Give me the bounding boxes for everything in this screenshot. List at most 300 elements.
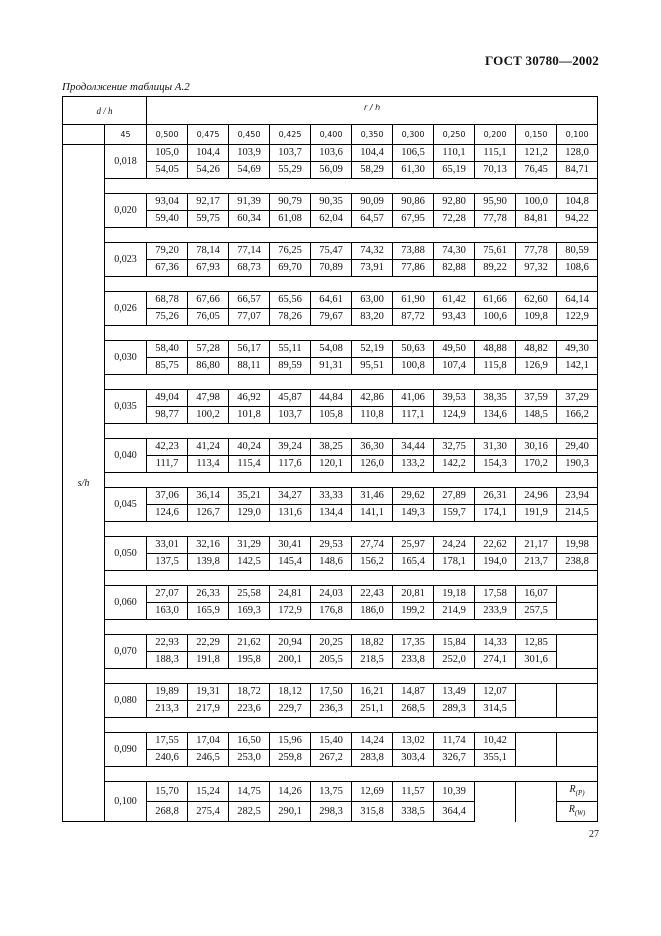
sh-value: 0,060 bbox=[105, 586, 147, 620]
value-cell: 32,16 bbox=[188, 537, 229, 554]
value-cell: 73,88 bbox=[393, 243, 434, 260]
value-cell: 268,5 bbox=[393, 701, 434, 718]
value-cell: 13,49 bbox=[434, 684, 475, 701]
value-cell: 134,4 bbox=[311, 505, 352, 522]
value-cell: 97,32 bbox=[516, 260, 557, 277]
value-cell: 88,11 bbox=[229, 358, 270, 375]
rh-value-header: 0,300 bbox=[393, 125, 434, 145]
value-cell: 67,66 bbox=[188, 292, 229, 309]
value-cell: 303,4 bbox=[393, 750, 434, 767]
value-cell: 95,90 bbox=[475, 194, 516, 211]
value-cell: 42,86 bbox=[352, 390, 393, 407]
value-cell: 93,43 bbox=[434, 309, 475, 326]
value-cell: 141,1 bbox=[352, 505, 393, 522]
value-cell: 233,9 bbox=[475, 603, 516, 620]
value-cell: 253,0 bbox=[229, 750, 270, 767]
value-cell: 13,02 bbox=[393, 733, 434, 750]
value-cell: 145,4 bbox=[270, 554, 311, 571]
legend-rw bbox=[557, 802, 598, 822]
group-spacer bbox=[105, 571, 598, 586]
value-cell: 169,3 bbox=[229, 603, 270, 620]
value-cell: 103,9 bbox=[229, 145, 270, 162]
value-cell: 90,09 bbox=[352, 194, 393, 211]
group-spacer bbox=[105, 179, 598, 194]
value-cell: 131,6 bbox=[270, 505, 311, 522]
value-cell: 30,41 bbox=[270, 537, 311, 554]
value-cell: 172,9 bbox=[270, 603, 311, 620]
value-cell: 111,7 bbox=[147, 456, 188, 473]
value-cell: 45,87 bbox=[270, 390, 311, 407]
rh-value-header: 0,250 bbox=[434, 125, 475, 145]
value-cell: 36,14 bbox=[188, 488, 229, 505]
value-cell: 364,4 bbox=[434, 802, 475, 822]
value-cell: 39,53 bbox=[434, 390, 475, 407]
value-cell: 165,4 bbox=[393, 554, 434, 571]
value-cell: 142,1 bbox=[557, 358, 598, 375]
value-cell: 75,61 bbox=[475, 243, 516, 260]
value-cell: 240,6 bbox=[147, 750, 188, 767]
value-cell: 24,03 bbox=[311, 586, 352, 603]
value-cell: 29,40 bbox=[557, 439, 598, 456]
value-cell: 38,25 bbox=[311, 439, 352, 456]
value-cell: 61,90 bbox=[393, 292, 434, 309]
value-cell: 18,72 bbox=[229, 684, 270, 701]
value-cell: 54,08 bbox=[311, 341, 352, 358]
corner-label: d / h bbox=[63, 97, 147, 125]
value-cell: 110,1 bbox=[434, 145, 475, 162]
empty-cell bbox=[516, 802, 557, 822]
empty-cell bbox=[557, 733, 598, 750]
value-cell: 100,0 bbox=[516, 194, 557, 211]
value-cell: 315,8 bbox=[352, 802, 393, 822]
value-cell: 16,07 bbox=[516, 586, 557, 603]
value-cell: 85,75 bbox=[147, 358, 188, 375]
value-cell: 95,51 bbox=[352, 358, 393, 375]
value-cell: 12,69 bbox=[352, 782, 393, 802]
value-cell: 27,07 bbox=[147, 586, 188, 603]
value-cell: 16,21 bbox=[352, 684, 393, 701]
value-cell: 105,0 bbox=[147, 145, 188, 162]
value-cell: 128,0 bbox=[557, 145, 598, 162]
value-cell: 50,63 bbox=[393, 341, 434, 358]
value-cell: 84,71 bbox=[557, 162, 598, 179]
value-cell: 283,8 bbox=[352, 750, 393, 767]
value-cell: 61,08 bbox=[270, 211, 311, 228]
value-cell: 48,88 bbox=[475, 341, 516, 358]
value-cell: 39,24 bbox=[270, 439, 311, 456]
value-cell: 109,8 bbox=[516, 309, 557, 326]
value-cell: 69,70 bbox=[270, 260, 311, 277]
value-cell: 115,8 bbox=[475, 358, 516, 375]
empty-cell bbox=[557, 652, 598, 669]
group-spacer bbox=[105, 277, 598, 292]
value-cell: 214,5 bbox=[557, 505, 598, 522]
value-cell: 282,5 bbox=[229, 802, 270, 822]
value-cell: 31,29 bbox=[229, 537, 270, 554]
value-cell: 78,14 bbox=[188, 243, 229, 260]
value-cell: 41,24 bbox=[188, 439, 229, 456]
value-cell: 163,0 bbox=[147, 603, 188, 620]
value-cell: 90,35 bbox=[311, 194, 352, 211]
group-spacer bbox=[105, 375, 598, 390]
value-cell: 55,29 bbox=[270, 162, 311, 179]
value-cell: 233,8 bbox=[393, 652, 434, 669]
blank-header-cell bbox=[63, 125, 105, 145]
value-cell: 117,6 bbox=[270, 456, 311, 473]
empty-cell bbox=[516, 750, 557, 767]
value-cell: 115,4 bbox=[229, 456, 270, 473]
value-cell: 121,2 bbox=[516, 145, 557, 162]
value-cell: 27,74 bbox=[352, 537, 393, 554]
value-cell: 35,21 bbox=[229, 488, 270, 505]
value-cell: 65,56 bbox=[270, 292, 311, 309]
value-cell: 29,53 bbox=[311, 537, 352, 554]
value-cell: 21,17 bbox=[516, 537, 557, 554]
value-cell: 159,7 bbox=[434, 505, 475, 522]
value-cell: 259,8 bbox=[270, 750, 311, 767]
value-cell: 61,30 bbox=[393, 162, 434, 179]
sh-value: 0,100 bbox=[105, 782, 147, 822]
value-cell: 11,57 bbox=[393, 782, 434, 802]
value-cell: 149,3 bbox=[393, 505, 434, 522]
value-cell: 122,9 bbox=[557, 309, 598, 326]
value-cell: 74,30 bbox=[434, 243, 475, 260]
value-cell: 56,17 bbox=[229, 341, 270, 358]
group-spacer bbox=[105, 718, 598, 733]
value-cell: 31,46 bbox=[352, 488, 393, 505]
value-cell: 67,95 bbox=[393, 211, 434, 228]
group-spacer bbox=[105, 326, 598, 341]
value-cell: 52,19 bbox=[352, 341, 393, 358]
value-cell: 117,1 bbox=[393, 407, 434, 424]
value-cell: 70,89 bbox=[311, 260, 352, 277]
value-cell: 10,42 bbox=[475, 733, 516, 750]
value-cell: 63,00 bbox=[352, 292, 393, 309]
value-cell: 76,25 bbox=[270, 243, 311, 260]
sh-label: s/h bbox=[63, 145, 105, 822]
group-spacer bbox=[105, 669, 598, 684]
value-cell: 19,98 bbox=[557, 537, 598, 554]
legend-r: R bbox=[569, 784, 576, 795]
value-cell: 15,40 bbox=[311, 733, 352, 750]
value-cell: 110,8 bbox=[352, 407, 393, 424]
value-cell: 104,4 bbox=[188, 145, 229, 162]
value-cell: 142,5 bbox=[229, 554, 270, 571]
value-cell: 34,27 bbox=[270, 488, 311, 505]
value-cell: 267,2 bbox=[311, 750, 352, 767]
rh-value-header: 0,475 bbox=[188, 125, 229, 145]
value-cell: 15,70 bbox=[147, 782, 188, 802]
value-cell: 49,30 bbox=[557, 341, 598, 358]
value-cell: 29,62 bbox=[393, 488, 434, 505]
value-cell: 104,4 bbox=[352, 145, 393, 162]
value-cell: 77,86 bbox=[393, 260, 434, 277]
empty-cell bbox=[557, 635, 598, 652]
value-cell: 36,30 bbox=[352, 439, 393, 456]
value-cell: 62,04 bbox=[311, 211, 352, 228]
legend-sub: (W) bbox=[574, 809, 586, 817]
empty-cell bbox=[475, 802, 516, 822]
value-cell: 54,05 bbox=[147, 162, 188, 179]
empty-cell bbox=[557, 586, 598, 603]
value-cell: 67,36 bbox=[147, 260, 188, 277]
rh-value-header: 0,350 bbox=[352, 125, 393, 145]
value-cell: 89,59 bbox=[270, 358, 311, 375]
value-cell: 170,2 bbox=[516, 456, 557, 473]
sh-value: 0,020 bbox=[105, 194, 147, 228]
value-cell: 75,26 bbox=[147, 309, 188, 326]
value-cell: 77,07 bbox=[229, 309, 270, 326]
value-cell: 124,6 bbox=[147, 505, 188, 522]
value-cell: 134,6 bbox=[475, 407, 516, 424]
value-cell: 165,9 bbox=[188, 603, 229, 620]
value-cell: 120,1 bbox=[311, 456, 352, 473]
empty-cell bbox=[516, 782, 557, 802]
value-cell: 190,3 bbox=[557, 456, 598, 473]
value-cell: 79,67 bbox=[311, 309, 352, 326]
value-cell: 124,9 bbox=[434, 407, 475, 424]
value-cell: 218,5 bbox=[352, 652, 393, 669]
value-cell: 32,75 bbox=[434, 439, 475, 456]
rh-value-header: 0,100 bbox=[557, 125, 598, 145]
value-cell: 47,98 bbox=[188, 390, 229, 407]
sh-value: 0,050 bbox=[105, 537, 147, 571]
value-cell: 251,1 bbox=[352, 701, 393, 718]
document-title: ГОСТ 30780—2002 bbox=[484, 53, 599, 68]
page-number: 27 bbox=[589, 829, 599, 840]
value-cell: 298,3 bbox=[311, 802, 352, 822]
value-cell: 61,42 bbox=[434, 292, 475, 309]
value-cell: 214,9 bbox=[434, 603, 475, 620]
value-cell: 20,25 bbox=[311, 635, 352, 652]
value-cell: 76,05 bbox=[188, 309, 229, 326]
value-cell: 33,01 bbox=[147, 537, 188, 554]
group-spacer bbox=[105, 620, 598, 635]
value-cell: 129,0 bbox=[229, 505, 270, 522]
value-cell: 58,40 bbox=[147, 341, 188, 358]
value-cell: 61,66 bbox=[475, 292, 516, 309]
value-cell: 87,72 bbox=[393, 309, 434, 326]
empty-cell bbox=[475, 782, 516, 802]
value-cell: 86,80 bbox=[188, 358, 229, 375]
value-cell: 257,5 bbox=[516, 603, 557, 620]
value-cell: 72,28 bbox=[434, 211, 475, 228]
value-cell: 15,96 bbox=[270, 733, 311, 750]
value-cell: 40,24 bbox=[229, 439, 270, 456]
value-cell: 11,74 bbox=[434, 733, 475, 750]
value-cell: 70,13 bbox=[475, 162, 516, 179]
value-cell: 18,82 bbox=[352, 635, 393, 652]
value-cell: 15,24 bbox=[188, 782, 229, 802]
value-cell: 80,59 bbox=[557, 243, 598, 260]
value-cell: 156,2 bbox=[352, 554, 393, 571]
value-cell: 25,97 bbox=[393, 537, 434, 554]
value-cell: 34,44 bbox=[393, 439, 434, 456]
group-spacer bbox=[105, 522, 598, 537]
value-cell: 176,8 bbox=[311, 603, 352, 620]
value-cell: 178,1 bbox=[434, 554, 475, 571]
value-cell: 17,55 bbox=[147, 733, 188, 750]
value-cell: 100,8 bbox=[393, 358, 434, 375]
empty-cell bbox=[516, 684, 557, 701]
value-cell: 133,2 bbox=[393, 456, 434, 473]
value-cell: 24,24 bbox=[434, 537, 475, 554]
value-cell: 246,5 bbox=[188, 750, 229, 767]
value-cell: 17,50 bbox=[311, 684, 352, 701]
rh-value-header: 0,150 bbox=[516, 125, 557, 145]
value-cell: 326,7 bbox=[434, 750, 475, 767]
rh-value-header: 0,450 bbox=[229, 125, 270, 145]
value-cell: 139,8 bbox=[188, 554, 229, 571]
value-cell: 37,59 bbox=[516, 390, 557, 407]
value-cell: 25,58 bbox=[229, 586, 270, 603]
value-cell: 103,7 bbox=[270, 407, 311, 424]
value-cell: 126,9 bbox=[516, 358, 557, 375]
rh-value-header: 0,500 bbox=[147, 125, 188, 145]
empty-cell bbox=[516, 701, 557, 718]
value-cell: 54,69 bbox=[229, 162, 270, 179]
value-cell: 174,1 bbox=[475, 505, 516, 522]
value-cell: 56,09 bbox=[311, 162, 352, 179]
value-cell: 101,8 bbox=[229, 407, 270, 424]
value-cell: 238,8 bbox=[557, 554, 598, 571]
value-cell: 191,9 bbox=[516, 505, 557, 522]
value-cell: 68,73 bbox=[229, 260, 270, 277]
empty-cell bbox=[557, 750, 598, 767]
value-cell: 166,2 bbox=[557, 407, 598, 424]
value-cell: 48,82 bbox=[516, 341, 557, 358]
value-cell: 229,7 bbox=[270, 701, 311, 718]
group-spacer bbox=[105, 473, 598, 488]
value-cell: 37,06 bbox=[147, 488, 188, 505]
value-cell: 100,2 bbox=[188, 407, 229, 424]
value-cell: 44,84 bbox=[311, 390, 352, 407]
value-cell: 252,0 bbox=[434, 652, 475, 669]
value-cell: 55,11 bbox=[270, 341, 311, 358]
value-cell: 60,34 bbox=[229, 211, 270, 228]
value-cell: 33,33 bbox=[311, 488, 352, 505]
value-cell: 103,7 bbox=[270, 145, 311, 162]
value-cell: 17,58 bbox=[475, 586, 516, 603]
value-cell: 83,20 bbox=[352, 309, 393, 326]
value-cell: 19,18 bbox=[434, 586, 475, 603]
value-cell: 64,61 bbox=[311, 292, 352, 309]
legend-r: R bbox=[568, 804, 575, 815]
value-cell: 199,2 bbox=[393, 603, 434, 620]
value-cell: 93,04 bbox=[147, 194, 188, 211]
rh-header: r / h bbox=[147, 97, 598, 125]
sh-value: 0,018 bbox=[105, 145, 147, 179]
value-cell: 195,8 bbox=[229, 652, 270, 669]
value-cell: 78,26 bbox=[270, 309, 311, 326]
value-cell: 22,43 bbox=[352, 586, 393, 603]
value-cell: 94,22 bbox=[557, 211, 598, 228]
value-cell: 154,3 bbox=[475, 456, 516, 473]
value-cell: 126,7 bbox=[188, 505, 229, 522]
value-cell: 27,89 bbox=[434, 488, 475, 505]
value-cell: 30,16 bbox=[516, 439, 557, 456]
sh-value: 0,090 bbox=[105, 733, 147, 767]
data-table bbox=[62, 96, 598, 822]
group-spacer bbox=[105, 424, 598, 439]
rh-value-header: 0,425 bbox=[270, 125, 311, 145]
value-cell: 65,19 bbox=[434, 162, 475, 179]
value-cell: 113,4 bbox=[188, 456, 229, 473]
value-cell: 62,60 bbox=[516, 292, 557, 309]
value-cell: 21,62 bbox=[229, 635, 270, 652]
legend-rp bbox=[557, 782, 598, 802]
value-cell: 22,93 bbox=[147, 635, 188, 652]
value-cell: 64,14 bbox=[557, 292, 598, 309]
value-cell: 194,0 bbox=[475, 554, 516, 571]
value-cell: 105,8 bbox=[311, 407, 352, 424]
sh-value: 0,035 bbox=[105, 390, 147, 424]
value-cell: 77,78 bbox=[475, 211, 516, 228]
value-cell: 217,9 bbox=[188, 701, 229, 718]
value-cell: 191,8 bbox=[188, 652, 229, 669]
value-cell: 148,5 bbox=[516, 407, 557, 424]
value-cell: 205,5 bbox=[311, 652, 352, 669]
value-cell: 64,57 bbox=[352, 211, 393, 228]
value-cell: 41,06 bbox=[393, 390, 434, 407]
value-cell: 115,1 bbox=[475, 145, 516, 162]
rh-value-header: 0,400 bbox=[311, 125, 352, 145]
value-cell: 19,31 bbox=[188, 684, 229, 701]
value-cell: 89,22 bbox=[475, 260, 516, 277]
value-cell: 75,47 bbox=[311, 243, 352, 260]
value-cell: 90,79 bbox=[270, 194, 311, 211]
value-cell: 66,57 bbox=[229, 292, 270, 309]
sh-value: 0,030 bbox=[105, 341, 147, 375]
value-cell: 68,78 bbox=[147, 292, 188, 309]
empty-cell bbox=[557, 684, 598, 701]
value-cell: 76,45 bbox=[516, 162, 557, 179]
value-cell: 338,5 bbox=[393, 802, 434, 822]
value-cell: 355,1 bbox=[475, 750, 516, 767]
value-cell: 49,50 bbox=[434, 341, 475, 358]
value-cell: 13,75 bbox=[311, 782, 352, 802]
value-cell: 268,8 bbox=[147, 802, 188, 822]
value-cell: 10,39 bbox=[434, 782, 475, 802]
value-cell: 213,3 bbox=[147, 701, 188, 718]
rh-value-header: 0,200 bbox=[475, 125, 516, 145]
value-cell: 20,94 bbox=[270, 635, 311, 652]
value-cell: 24,81 bbox=[270, 586, 311, 603]
value-cell: 77,78 bbox=[516, 243, 557, 260]
value-cell: 200,1 bbox=[270, 652, 311, 669]
value-cell: 79,20 bbox=[147, 243, 188, 260]
value-cell: 17,04 bbox=[188, 733, 229, 750]
value-cell: 59,40 bbox=[147, 211, 188, 228]
table-continuation-caption: Продолжение таблицы А.2 bbox=[62, 81, 190, 93]
value-cell: 67,93 bbox=[188, 260, 229, 277]
value-cell: 14,26 bbox=[270, 782, 311, 802]
value-cell: 22,62 bbox=[475, 537, 516, 554]
value-cell: 275,4 bbox=[188, 802, 229, 822]
value-cell: 91,31 bbox=[311, 358, 352, 375]
value-cell: 14,87 bbox=[393, 684, 434, 701]
value-cell: 104,8 bbox=[557, 194, 598, 211]
value-cell: 77,14 bbox=[229, 243, 270, 260]
value-cell: 92,17 bbox=[188, 194, 229, 211]
value-cell: 106,5 bbox=[393, 145, 434, 162]
value-cell: 20,81 bbox=[393, 586, 434, 603]
empty-cell bbox=[516, 733, 557, 750]
legend-sub: (P) bbox=[575, 789, 585, 797]
value-cell: 49,04 bbox=[147, 390, 188, 407]
value-cell: 213,7 bbox=[516, 554, 557, 571]
value-cell: 289,3 bbox=[434, 701, 475, 718]
